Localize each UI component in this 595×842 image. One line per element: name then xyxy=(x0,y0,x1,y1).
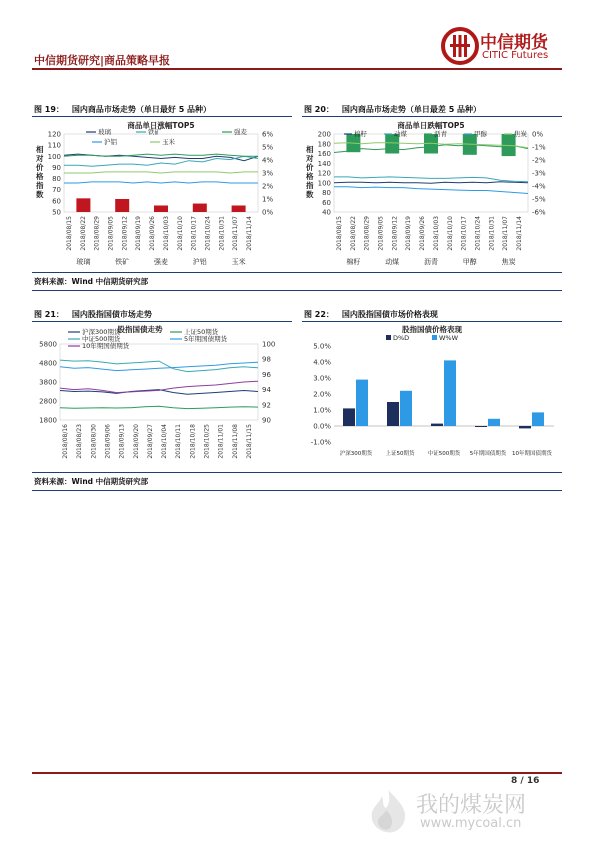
y2-tick-label: 6% xyxy=(262,130,274,139)
legend-label: D%D xyxy=(393,334,410,342)
x-tick-label: 2018/11/01 xyxy=(217,424,225,459)
x-tick-label: 2018/10/10 xyxy=(446,216,454,251)
x-tick-label: 2018/08/29 xyxy=(363,216,371,251)
y-tick-label: 140 xyxy=(317,159,331,168)
figure-19-caption: 国内商品市场走势（单日最好 5 品种） xyxy=(71,105,212,114)
x-tick-label: 2018/08/16 xyxy=(62,424,70,459)
y-tick-label: 1800 xyxy=(39,416,57,425)
legend-swatch xyxy=(432,335,437,340)
legend-label: 5年期国债期货 xyxy=(184,335,228,343)
bar-category-label: 玻璃 xyxy=(76,258,91,266)
y-tick-label: 110 xyxy=(47,141,61,150)
x-tick-label: 2018/10/03 xyxy=(162,216,170,251)
legend-label: 焦炭 xyxy=(514,130,527,138)
bar-category-label: 焦炭 xyxy=(501,258,516,266)
y-tick-label: 2.0% xyxy=(313,390,331,399)
x-tick-label: 2018/09/12 xyxy=(391,216,399,251)
y-tick-label: -1.0% xyxy=(310,438,331,447)
figure-22-title xyxy=(304,309,438,320)
y-tick-label: 80 xyxy=(52,175,61,184)
y-tick-label: 60 xyxy=(322,198,331,207)
y-tick-label: 1.0% xyxy=(313,406,331,415)
y2-tick-label: -6% xyxy=(532,208,546,217)
series-line xyxy=(334,177,528,182)
y-tick-label: 2800 xyxy=(39,397,57,406)
x-tick-label: 2018/11/14 xyxy=(516,216,524,251)
legend-label: 10年期国债期货 xyxy=(82,342,130,350)
legend-label: 上证50期货 xyxy=(184,328,219,336)
series-line xyxy=(60,406,258,408)
x-tick-label: 2018/10/25 xyxy=(203,424,211,459)
watermark xyxy=(360,786,580,836)
y-tick-label: 40 xyxy=(322,208,331,217)
x-tick-label: 2018/09/19 xyxy=(405,216,413,251)
y2-tick-label: 5% xyxy=(262,143,274,152)
x-tick-label: 2018/10/24 xyxy=(204,216,212,251)
perf-bar xyxy=(387,402,399,426)
logo-english-name: CITIC Futures xyxy=(482,50,549,61)
header-rule xyxy=(32,68,562,70)
y-axis-label-char: 价 xyxy=(306,163,314,172)
y-axis-label-char: 价 xyxy=(36,163,44,172)
y2-tick-label: 2% xyxy=(262,182,274,191)
x-tick-label: 2018/09/27 xyxy=(146,424,154,459)
x-tick-label: 2018/09/19 xyxy=(135,216,143,251)
figure-20-title xyxy=(304,104,481,115)
y-tick-label: 5.0% xyxy=(313,342,331,351)
y-tick-label: 4.0% xyxy=(313,358,331,367)
y-axis-label-char: 指 xyxy=(306,181,314,190)
figure-21-caption: 国内股指国债市场走势 xyxy=(71,310,152,319)
legend-label: 甲醇 xyxy=(474,130,487,138)
change-bar xyxy=(193,204,207,212)
legend-label: 玉米 xyxy=(162,138,175,146)
chart-title: 股指国债走势 xyxy=(117,325,163,334)
perf-bar xyxy=(400,391,412,426)
y-tick-label: 0.0% xyxy=(313,422,331,431)
x-tick-label: 2018/09/20 xyxy=(132,424,140,459)
y-axis-label-char: 格 xyxy=(306,172,314,181)
y-tick-label: 200 xyxy=(317,130,331,139)
y-axis-label-char: 格 xyxy=(36,172,44,181)
x-tick-label: 2018/11/07 xyxy=(232,216,240,251)
perf-bar xyxy=(475,426,487,427)
y-tick-label: 100 xyxy=(317,179,331,188)
x-tick-label: 2018/09/05 xyxy=(107,216,115,251)
perf-bar xyxy=(532,412,544,426)
chart-title: 股指国债价格表现 xyxy=(402,325,462,334)
x-tick-label: 2018/08/29 xyxy=(93,216,101,251)
figure-19-title xyxy=(34,104,211,115)
x-tick-label: 2018/10/24 xyxy=(474,216,482,251)
legend-label: 沥青 xyxy=(434,130,447,138)
y-axis-label-char: 相 xyxy=(36,145,44,154)
change-bar xyxy=(115,199,129,212)
legend-label: 强麦 xyxy=(234,128,247,136)
chart-top5-gainers xyxy=(30,118,292,270)
y2-tick-label: 90 xyxy=(262,416,271,425)
bar-category-label: 沪铝 xyxy=(192,258,207,266)
y2-tick-label: 3% xyxy=(262,169,274,178)
x-tick-label: 2018/10/18 xyxy=(189,424,197,459)
series-line xyxy=(64,154,258,156)
bar-category-label: 棉籽 xyxy=(346,258,361,266)
x-category-label: 上证50期货 xyxy=(385,451,415,457)
y2-tick-label: 94 xyxy=(262,386,271,395)
figure-22-rule xyxy=(302,321,562,322)
chart-index-bond-performance xyxy=(300,324,562,466)
legend-swatch xyxy=(386,335,391,340)
bar-category-label: 强麦 xyxy=(154,258,168,266)
change-bar xyxy=(154,206,168,213)
y-axis-label-char: 指 xyxy=(36,181,44,190)
figure-22-caption: 国内股指国债市场价格表现 xyxy=(341,310,438,319)
series-line xyxy=(64,182,258,183)
x-category-label: 中证500期货 xyxy=(427,451,461,457)
x-tick-label: 2018/08/23 xyxy=(76,424,84,459)
x-tick-label: 2018/11/14 xyxy=(246,216,254,251)
x-tick-label: 2018/10/31 xyxy=(218,216,226,251)
x-tick-label: 2018/10/11 xyxy=(175,424,183,459)
x-category-label: 5年期国债期货 xyxy=(469,451,507,457)
y2-tick-label: 98 xyxy=(262,355,271,364)
perf-bar xyxy=(356,380,368,426)
series-line xyxy=(60,360,258,372)
x-tick-label: 2018/08/22 xyxy=(349,216,357,251)
figure-21-label: 图 21： xyxy=(34,310,64,319)
figure-19-label: 图 19： xyxy=(34,105,64,114)
legend-label: 沪深300期货 xyxy=(82,328,121,336)
x-tick-label: 2018/11/07 xyxy=(502,216,510,251)
x-tick-label: 2018/09/12 xyxy=(121,216,129,251)
x-tick-label: 2018/09/26 xyxy=(419,216,427,251)
y-axis-label-char: 数 xyxy=(306,190,314,199)
x-tick-label: 2018/10/31 xyxy=(488,216,496,251)
change-bar xyxy=(232,206,246,213)
citic-logo xyxy=(440,26,562,66)
source-rule-bottom xyxy=(32,290,562,291)
y2-tick-label: 4% xyxy=(262,156,274,165)
series-line xyxy=(334,182,528,183)
plot-frame xyxy=(60,344,258,420)
watermark-url: www.mycoal.cn xyxy=(420,816,522,831)
y2-tick-label: 96 xyxy=(262,370,271,379)
perf-bar xyxy=(519,426,531,428)
x-tick-label: 2018/10/17 xyxy=(190,216,198,251)
citic-emblem-icon xyxy=(440,26,480,66)
y2-tick-label: 0% xyxy=(532,130,544,139)
source-rule-top xyxy=(32,272,562,273)
source-note-1: 资料来源：Wind 中信期货研究部 xyxy=(34,277,149,286)
flame-logo-icon xyxy=(360,786,418,836)
change-bar xyxy=(76,198,90,212)
x-tick-label: 2018/08/15 xyxy=(65,216,73,251)
x-tick-label: 2018/08/15 xyxy=(335,216,343,251)
figure-21-rule xyxy=(32,321,292,322)
y2-tick-label: -4% xyxy=(532,182,546,191)
x-tick-label: 2018/09/05 xyxy=(377,216,385,251)
x-tick-label: 2018/09/26 xyxy=(149,216,157,251)
x-tick-label: 2018/11/15 xyxy=(245,424,253,459)
y-tick-label: 160 xyxy=(317,150,331,158)
x-tick-label: 2018/10/10 xyxy=(176,216,184,251)
legend-label: 棉籽 xyxy=(354,130,367,138)
y-tick-label: 60 xyxy=(52,197,61,206)
x-tick-label: 2018/09/13 xyxy=(118,424,126,459)
y-tick-label: 50 xyxy=(52,208,61,217)
y2-tick-label: 92 xyxy=(262,401,271,410)
figure-19-rule xyxy=(32,116,292,117)
series-line xyxy=(334,187,528,194)
bar-category-label: 动煤 xyxy=(385,258,400,266)
bar-category-label: 沥青 xyxy=(424,258,438,266)
y2-tick-label: 100 xyxy=(262,340,276,349)
y-tick-label: 100 xyxy=(47,152,61,161)
perf-bar xyxy=(488,419,500,426)
x-tick-label: 2018/11/08 xyxy=(231,424,239,459)
source-rule-top-2 xyxy=(32,472,562,473)
figure-20-label: 图 20： xyxy=(304,105,334,114)
y-tick-label: 120 xyxy=(317,169,331,178)
x-category-label: 沪深300期货 xyxy=(339,451,373,457)
source-note-2: 资料来源：Wind 中信期货研究部 xyxy=(34,477,149,486)
y-axis-label-char: 对 xyxy=(36,154,44,163)
legend-label: 中证500期货 xyxy=(82,335,121,343)
chart-title: 商品单日跌幅TOP5 xyxy=(397,121,465,130)
y2-tick-label: 0% xyxy=(262,208,274,217)
y2-tick-label: -2% xyxy=(532,156,546,165)
y-tick-label: 90 xyxy=(52,163,61,172)
chart-title: 商品单日涨幅TOP5 xyxy=(127,121,195,130)
page-number: 8 / 16 xyxy=(511,776,540,786)
x-tick-label: 2018/08/30 xyxy=(90,424,98,459)
y-tick-label: 70 xyxy=(52,186,61,195)
perf-bar xyxy=(343,408,355,426)
figure-21-title xyxy=(34,309,152,320)
y2-tick-label: -1% xyxy=(532,143,546,152)
legend-label: W%W xyxy=(439,334,459,342)
source-rule-bottom-2 xyxy=(32,490,562,491)
perf-bar xyxy=(444,360,456,426)
bar-category-label: 玉米 xyxy=(231,258,246,266)
chart-index-bond-trend xyxy=(30,324,292,466)
x-tick-label: 2018/10/17 xyxy=(460,216,468,251)
watermark-text: 我的煤炭网 xyxy=(416,793,527,818)
legend-label: 玻璃 xyxy=(98,128,111,136)
bar-category-label: 铁矿 xyxy=(115,258,130,266)
x-category-label: 10年期国债期货 xyxy=(512,451,552,457)
y-axis-label-char: 对 xyxy=(306,154,314,163)
figure-20-rule xyxy=(302,116,562,117)
footer-rule xyxy=(32,772,562,774)
y2-tick-label: 1% xyxy=(262,195,274,204)
x-tick-label: 2018/10/03 xyxy=(432,216,440,251)
y-tick-label: 3800 xyxy=(39,378,57,387)
series-line xyxy=(64,156,258,166)
y-tick-label: 3.0% xyxy=(313,374,331,383)
bar-category-label: 甲醇 xyxy=(462,258,477,266)
series-line xyxy=(64,172,258,173)
series-line xyxy=(60,362,258,370)
y-tick-label: 5800 xyxy=(39,340,57,349)
figure-20-caption: 国内商品市场走势（单日最差 5 品种） xyxy=(341,105,482,114)
legend-label: 沪铝 xyxy=(104,138,117,146)
y-axis-label-char: 数 xyxy=(36,190,44,199)
logo-chinese-name: 中信期货 xyxy=(480,33,548,53)
y2-tick-label: -5% xyxy=(532,195,546,204)
x-tick-label: 2018/09/06 xyxy=(104,424,112,459)
x-tick-label: 2018/08/22 xyxy=(79,216,87,251)
y-tick-label: 120 xyxy=(47,130,61,139)
chart-top5-losers xyxy=(300,118,562,270)
perf-bar xyxy=(431,424,443,426)
y-tick-label: 180 xyxy=(317,140,331,149)
figure-22-label: 图 22： xyxy=(304,310,334,319)
y-tick-label: 80 xyxy=(322,189,331,197)
report-title: 中信期货研究|商品策略早报 xyxy=(34,54,171,67)
y2-tick-label: -3% xyxy=(532,169,546,178)
y-axis-label-char: 相 xyxy=(306,145,314,154)
y-tick-label: 4800 xyxy=(39,359,57,368)
legend-label: 铁矿 xyxy=(148,128,161,136)
x-tick-label: 2018/10/04 xyxy=(161,424,169,459)
legend-label: 动煤 xyxy=(394,130,407,138)
